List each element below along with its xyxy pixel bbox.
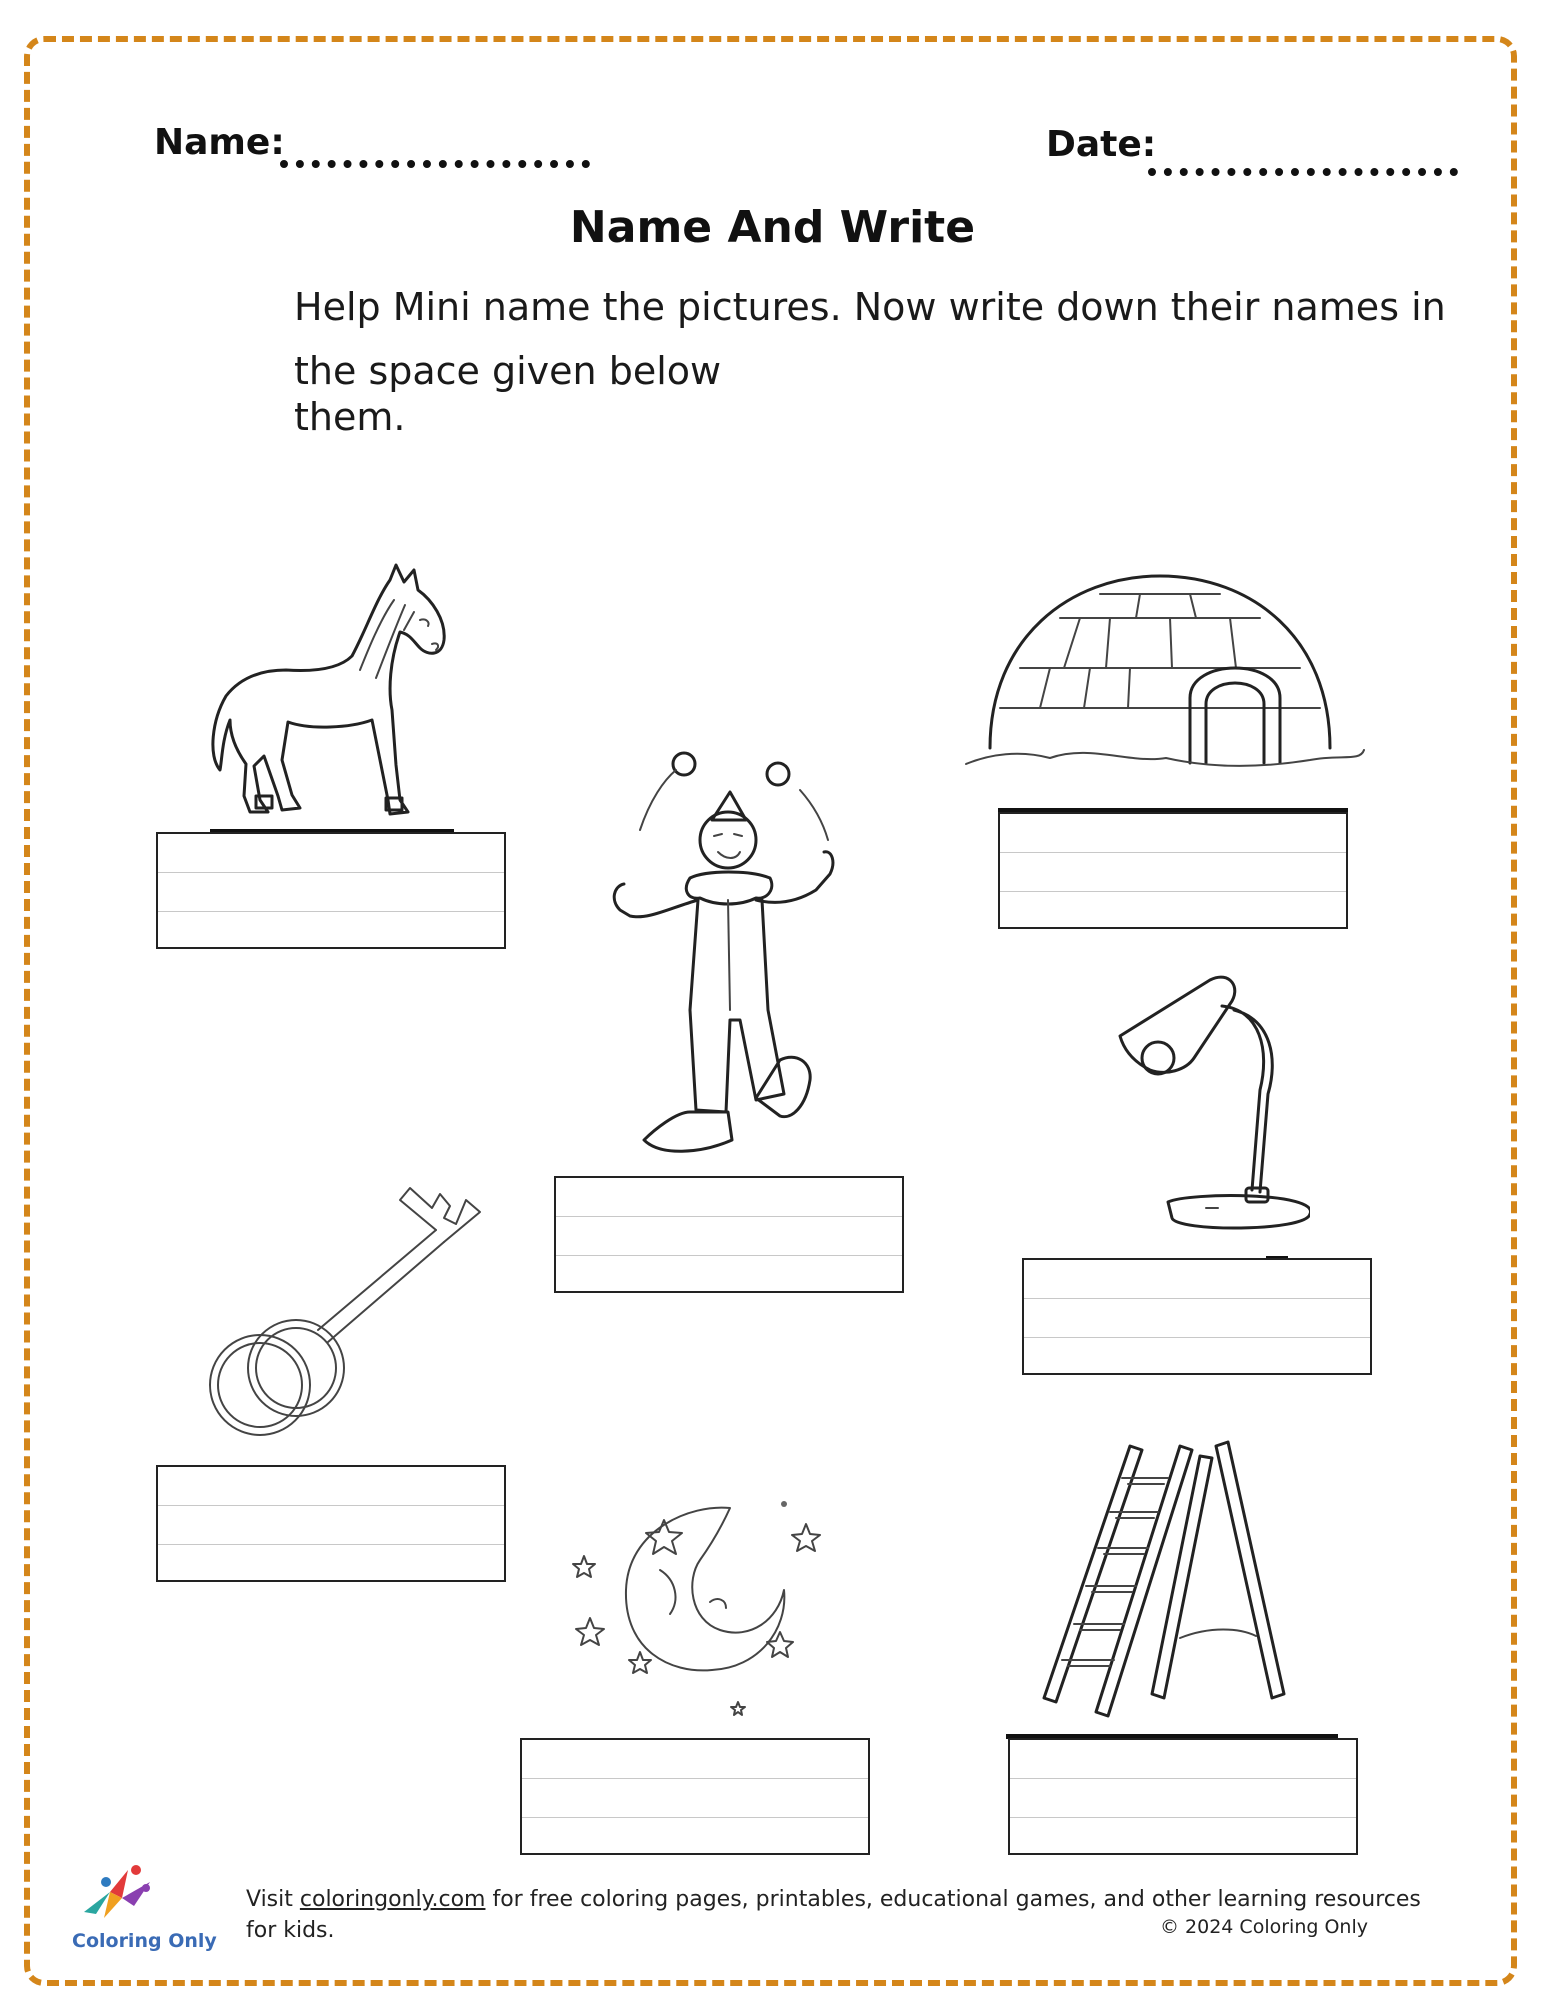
coloring-only-logo (70, 1862, 190, 1930)
lamp-icon (1110, 970, 1310, 1240)
date-label: Date: (1046, 124, 1157, 165)
horse-icon (200, 560, 460, 830)
instruction-line-3: them. (294, 395, 406, 439)
instruction-line-1: Help Mini name the pictures. Now write down their names in (294, 285, 1446, 329)
igloo-icon (960, 568, 1370, 778)
instruction-line-2: the space given below (294, 349, 722, 393)
answer-box-horse[interactable] (156, 832, 506, 949)
footer-rest: for free coloring pages, printables, educational games, and other learning resources for kids. (246, 1887, 1421, 1943)
footer-visit: Visit (246, 1887, 293, 1912)
footer-link[interactable]: coloringonly.com (299, 1887, 486, 1912)
answer-box-ladder[interactable] (1008, 1738, 1358, 1855)
ladder-icon (1040, 1436, 1320, 1726)
answer-box-lamp[interactable] (1022, 1258, 1372, 1375)
answer-box-moon[interactable] (520, 1738, 870, 1855)
key-icon (200, 1170, 490, 1460)
answer-box-igloo[interactable] (998, 812, 1348, 929)
logo-text: Coloring Only (72, 1930, 217, 1952)
name-label: Name: (154, 122, 285, 163)
copyright: © 2024 Coloring Only (1160, 1916, 1368, 1938)
answer-box-clown[interactable] (554, 1176, 904, 1293)
clown-icon (580, 740, 860, 1170)
date-field[interactable] (1148, 168, 1458, 176)
page-title: Name And Write (569, 202, 976, 253)
name-field[interactable] (280, 160, 590, 168)
moon-stars-icon (560, 1490, 840, 1720)
answer-box-key[interactable] (156, 1465, 506, 1582)
